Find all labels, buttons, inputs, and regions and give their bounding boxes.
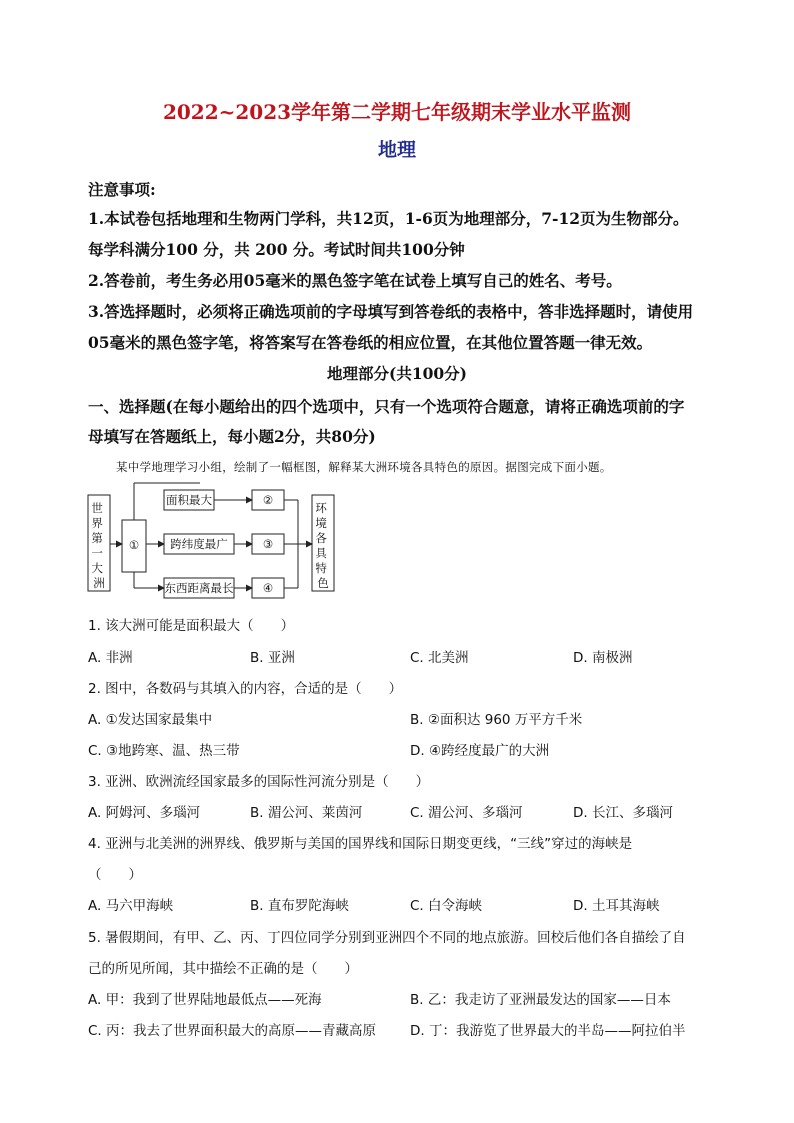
- question-3-option-d: D. 长江、多瑙河: [573, 805, 673, 821]
- right-char-1: 环: [315, 501, 327, 515]
- right-char-4: 具: [315, 546, 327, 560]
- question-5-option-b: B. 乙：我走访了亚洲最发达的国家——日本: [410, 992, 671, 1008]
- circle3-label: ③: [262, 537, 274, 551]
- question-2-option-d: D. ④跨经度最广的大洲: [410, 743, 550, 759]
- circle1-label: ①: [128, 538, 140, 552]
- right-char-2: 境: [315, 516, 327, 530]
- row3-label: 东西距离最长: [164, 581, 234, 595]
- question-5-stem-continued: 己的所见所闻，其中描绘不正确的是（ ）: [88, 961, 358, 977]
- question-5-option-d: D. 丁：我游览了世界最大的半岛——阿拉伯半: [410, 1023, 686, 1039]
- question-3-option-c: C. 湄公河、多瑙河: [410, 805, 523, 821]
- question-4-stem-continued: （ ）: [88, 867, 142, 883]
- question-2-option-b: B. ②面积达 960 万平方千米: [410, 712, 583, 728]
- note-line: 3.答选择题时，必须将正确选项前的字母填写到答卷纸的表格中，答非选择题时，请使用: [88, 302, 694, 321]
- question-4-option-a: A. 马六甲海峡: [88, 898, 174, 914]
- question-5-option-a: A. 甲：我到了世界陆地最低点——死海: [88, 992, 322, 1008]
- row2-label: 跨纬度最广: [170, 537, 228, 551]
- section-heading: 一、选择题(在每小题给出的四个选项中，只有一个选项符合题意，请将正确选项前的字: [88, 397, 685, 416]
- right-char-5: 特: [315, 561, 327, 575]
- right-char-3: 各: [315, 531, 327, 545]
- question-4-option-d: D. 土耳其海峡: [573, 898, 660, 914]
- right-box-text: [315, 501, 330, 590]
- exam-title: 2022~2023学年第二学期七年级期末学业水平监测: [162, 100, 632, 124]
- question-4-option-b: B. 直布罗陀海峡: [250, 898, 349, 914]
- note-line: 2.答卷前，考生务必用05毫米的黑色签字笔在试卷上填写自己的姓名、考号。: [88, 271, 622, 290]
- subject-title: 地理: [377, 139, 416, 161]
- question-2-option-c: C. ③地跨寒、温、热三带: [88, 743, 240, 759]
- question-1-stem: 1. 该大洲可能是面积最大（ ）: [88, 618, 295, 634]
- question-2-option-a: A. ①发达国家最集中: [88, 712, 213, 728]
- question-3-stem: 3. 亚洲、欧洲流经国家最多的国际性河流分别是（ ）: [88, 774, 430, 790]
- note-line: 1.本试卷包括地理和生物两门学科，共12页，1-6页为地理部分，7-12页为生物部分。: [88, 209, 689, 228]
- notes-heading: 注意事项:: [88, 180, 156, 199]
- left-char-6: 洲: [93, 576, 105, 590]
- circle4-label: ④: [262, 581, 274, 595]
- question-5-stem: 5. 暑假期间，有甲、乙、丙、丁四位同学分别到亚洲四个不同的地点旅游。回校后他们各自描绘了自: [88, 930, 686, 946]
- question-5-option-c: C. 丙：我去了世界面积最大的高原——青藏高原: [88, 1023, 377, 1039]
- left-box-text: [91, 501, 106, 590]
- question-1-option-a: A. 非洲: [88, 650, 133, 666]
- left-char-3: 第: [91, 531, 103, 545]
- question-1-option-c: C. 北美洲: [410, 650, 469, 666]
- left-char-2: 界: [91, 516, 103, 530]
- note-line: 每学科满分100 分，共 200 分。考试时间共100分钟: [88, 240, 465, 259]
- question-1-option-b: B. 亚洲: [250, 650, 295, 666]
- question-2-stem: 2. 图中，各数码与其填入的内容，合适的是（ ）: [88, 681, 403, 697]
- question-4-option-c: C. 白令海峡: [410, 898, 483, 914]
- flow-diagram: [80, 482, 340, 600]
- left-char-5: 大: [91, 561, 103, 575]
- question-3-option-a: A. 阿姆河、多瑙河: [88, 805, 201, 821]
- left-char-4: 一: [91, 546, 103, 560]
- circle2-label: ②: [262, 493, 274, 507]
- question-1-option-d: D. 南极洲: [573, 650, 633, 666]
- right-char-6: 色: [317, 576, 329, 590]
- question-4-stem: 4. 亚洲与北美洲的洲界线、俄罗斯与美国的国界线和国际日期变更线，“三线”穿过的海峡是: [88, 836, 633, 852]
- left-char-1: 世: [91, 501, 103, 515]
- row1-label: 面积最大: [166, 493, 212, 507]
- question-3-option-b: B. 湄公河、莱茵河: [250, 805, 363, 821]
- part-title: 地理部分(共100分): [326, 364, 468, 383]
- note-line: 05毫米的黑色签字笔，将答案写在答卷纸的相应位置，在其他位置答题一律无效。: [88, 333, 653, 352]
- question-intro: 某中学地理学习小组，绘制了一幅框图，解释某大洲环境各具特色的原因。据图完成下面小题。: [116, 460, 612, 474]
- section-heading: 母填写在答题纸上，每小题2分，共80分): [88, 427, 376, 446]
